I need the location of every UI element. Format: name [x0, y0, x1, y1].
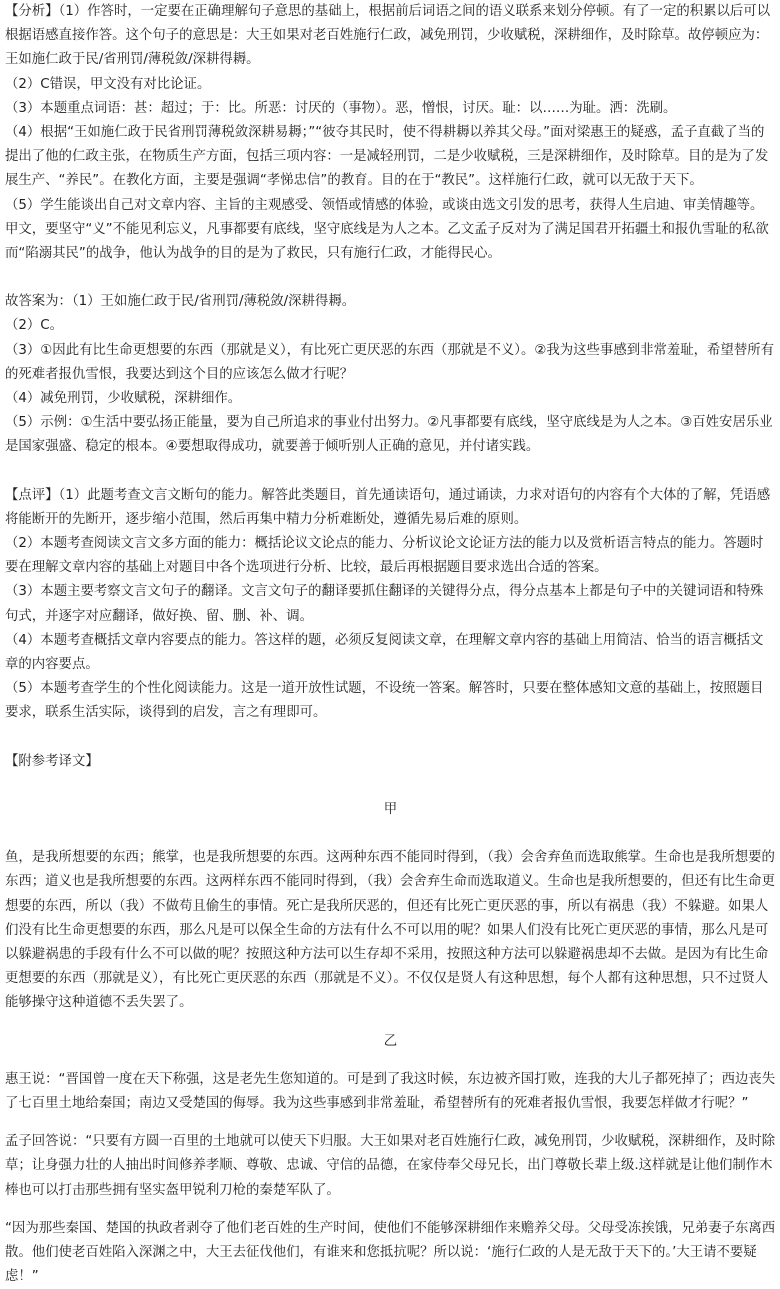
analysis-point-3: （3）本题重点词语：甚：超过；于：比。所恶：讨厌的（事物）。恶，憎恨，讨厌。耻：以……为耻。洒：洗刷。	[5, 100, 677, 116]
analysis-intro: 【分析】（1）作答时，一定要在正确理解句子意思的基础上，根据前后词语之间的语义联系来划分停顿。有了一定的积累以后可以根据语感直接作答。这个句子的意思是：大王如果对老百姓施行仁政，减免刑罚，少收赋税，深耕细作，及时除草。故停顿应为：王如施仁政于民/省刑罚/薄税敛/深耕得耨。	[5, 4, 771, 68]
answer-1: 故答案为：（1）王如施仁政于民/省刑罚/薄税敛/深耕得耨。	[5, 294, 356, 310]
section-spacer	[5, 1116, 776, 1130]
analysis-point-4: （4）根据“王如施仁政于民省刑罚薄税敛深耕易耨；”“彼夺其民时，使不得耕耨以养其父母。”面对梁惠王的疑惑，孟子直截了当的提出了他的仁政主张，在物质生产方面，包括三项内容：一是减轻刑罚，二是少收赋税，三是深耕细作，及时除草。目的是为了发展生产、“养民”。在教化方面，主要是强调“孝悌忠信”的教育。目的在于“教民”。这样施行仁政，就可以无敌于天下。	[5, 125, 769, 189]
section-spacer	[5, 1016, 776, 1030]
translation-heading: 【附参考译文】	[5, 753, 99, 769]
comment-4: （4）本题考查概括文章内容要点的能力。答这样的题，必须反复阅读文章，在理解文章内容的基础上用简洁、恰当的语言概括文章的内容要点。	[5, 632, 764, 673]
translation-yi-paragraph-2: 孟子回答说：“只要有方圆一百里的土地就可以使天下归服。大王如果对老百姓施行仁政，减免刑罚，少收赋税，深耕细作，及时除草；让身强力壮的人抽出时间修养孝顺、尊敬、忠诚、守信的品德，在家侍奉父母兄长，出门尊敬长辈上级.这样就是让他们制作木棒也可以打击那些拥有坚实盔甲锐利刀枪的秦楚军队了。	[5, 1134, 776, 1198]
section-spacer	[5, 822, 776, 846]
comment-2: （2）本题考查阅读文言文多方面的能力：概括论议文论点的能力、分析议论文论证方法的能力以及赏析语言特点的能力。答题时要在理解文章内容的基础上对题目中各个选项进行分析、比较，最后再根据题目要求选出合适的答案。	[5, 536, 764, 576]
translation-yi-paragraph-1: 惠王说：“晋国曾一度在天下称强，这是老先生您知道的。可是到了我这时候，东边被齐国打败，连我的大儿子都死掉了；西边丧失了七百里土地给秦国；南边又受楚国的侮辱。我为这些事感到非常羞耻，希望替所有的死难者报仇雪恨，我要怎样做才行呢？”	[5, 1071, 776, 1111]
analysis-point-2: （2）C错误，甲文没有对比论证。	[5, 76, 211, 92]
answer-3: （3）①因此有比生命更想要的东西（那就是义），有比死亡更厌恶的东西（那就是不义）。②我为这些事感到非常羞耻，希望替所有的死难者报仇雪恨，我要达到这个目的应该怎么做才行呢？	[5, 342, 774, 382]
translation-yi-title: 乙	[383, 1033, 398, 1049]
translation-jia-text: 鱼，是我所想要的东西；熊掌，也是我所想要的东西。这两种东西不能同时得到，（我）会舍弃鱼而选取熊掌。生命也是我所想要的东西；道义也是我所想要的东西。这两样东西不能同时得到，（我）会舍弃生命而选取道义。生命也是我所想要的，但还有比生命更想要的东西，所以（我）不做苟且偷生的事情。死亡是我所厌恶的，但还有比死亡更厌恶的事，所以有祸患（我）不躲避。如果人们没有比生命更想要的东西，那么凡是可以保全生命的方法有什么不可以用的呢？如果人们没有比死亡更厌恶的事情，那么凡是可以躲避祸患的手段有什么不可以做的呢？按照这种方法可以生存却不采用，按照这种方法可以躲避祸患却不去做。是因为有比生命更想要的东西（那就是义），有比死亡更厌恶的东西（那就是不义）。不仅仅是贤人有这种思想，每个人都有这种思想，只不过贤人能够操守这种道德不丢失罢了。	[5, 850, 775, 1011]
section-spacer	[5, 266, 776, 290]
comment-1: 【点评】（1）此题考查文言文断句的能力。解答此类题目，首先通读语句，通过诵读，力求对语句的内容有个大体的了解，凭语感将能断开的先断开，逐步缩小范围，然后再集中精力分析难断处，遵循先易后难的原则。	[5, 487, 771, 527]
section-spacer	[5, 460, 776, 484]
analysis-point-5: （5）学生能谈出自己对文章内容、主旨的主观感受、领悟或情感的体验，或谈由选文引发的思考，获得人生启迪、审美情趣等。甲文，要坚守“义”不能见利忘义，凡事都要有底线，坚守底线是为人之本。乙文孟子反对为了满足国君开拓疆土和报仇雪耻的私欲而“陷溺其民”的战争，他认为战争的目的是为了救民，只有施行仁政，才能得民心。	[5, 197, 769, 262]
section-spacer	[5, 1054, 776, 1068]
section-spacer	[5, 1203, 776, 1217]
answer-4: （4）减免刑罚，少收赋税，深耕细作。	[5, 391, 242, 407]
translation-jia-title: 甲	[383, 801, 398, 817]
comment-3: （3）本题主要考察文言文句子的翻译。文言文句子的翻译要抓住翻译的关键得分点，得分点基本上都是句子中的关键词语和特殊句式，并逐字对应翻译，做好换、留、删、补、调。	[5, 584, 764, 624]
section-spacer	[5, 726, 776, 750]
answer-2: （2）C。	[5, 318, 64, 334]
comment-5: （5）本题考查学生的个性化阅读能力。这是一道开放性试题，不设统一答案。解答时，只要在整体感知文意的基础上，按照题目要求，联系生活实际，谈得到的启发，言之有理即可。	[5, 681, 764, 721]
answer-5: （5）示例：①生活中要弘扬正能量，要为自己所追求的事业付出努力。②凡事都要有底线，坚守底线是为人之本。③百姓安居乐业是国家强盛、稳定的根本。④要想取得成功，就要善于倾听别人正确的意见，并付诸实践。	[5, 415, 773, 455]
section-spacer	[5, 774, 776, 798]
translation-yi-paragraph-3: “因为那些秦国、楚国的执政者剥夺了他们老百姓的生产时间，使他们不能够深耕细作来赡养父母。父母受冻挨饿，兄弟妻子东离西散。他们使老百姓陷入深渊之中，大王去征伐他们，有谁来和您抵抗呢？所以说：‘施行仁政的人是无敌于天下的。’大王请不要疑虑！”	[5, 1220, 776, 1285]
